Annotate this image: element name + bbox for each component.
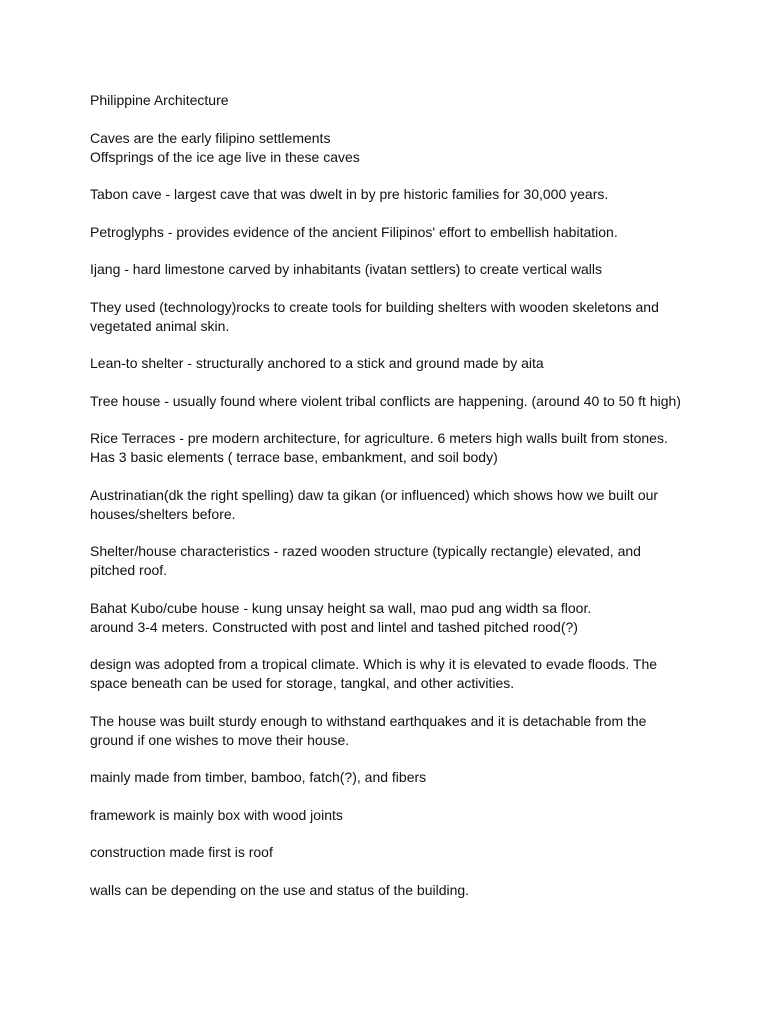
paragraph-line: around 3-4 meters. Constructed with post and lintel and tashed pitched rood(?) — [90, 618, 578, 635]
paragraph-line: Has 3 basic elements ( terrace base, embankment, and soil body) — [90, 449, 498, 465]
paragraph-line: construction made first is roof — [90, 844, 273, 860]
paragraph-spacer — [90, 637, 690, 656]
paragraph — [90, 298, 690, 336]
paragraph-spacer — [90, 825, 690, 844]
paragraph-spacer — [90, 524, 690, 543]
paragraph-line: Bahat Kubo/cube house - kung unsay height sa wall, mao pud ang width sa floor. — [90, 599, 592, 616]
paragraph-line: space beneath can be used for storage, tangkal, and other activities. — [90, 675, 515, 691]
paragraph-spacer — [90, 242, 690, 261]
paragraph — [90, 881, 690, 900]
paragraph-spacer — [90, 167, 690, 186]
paragraph-line: The house was built sturdy enough to withstand earthquakes and it is detachable from the — [90, 712, 647, 729]
paragraph-spacer — [90, 750, 690, 769]
paragraph — [90, 542, 690, 580]
paragraph-line: Offsprings of the ice age live in these caves — [90, 148, 360, 165]
paragraph-line: pitched roof. — [90, 562, 168, 578]
paragraph-spacer — [90, 787, 690, 806]
paragraph-line: Tabon cave - largest cave that was dwelt in by pre historic families for 30,000 years. — [90, 186, 609, 202]
paragraph-line: Austrinatian(dk the right spelling) daw ta gikan (or influenced) which shows how we built our — [90, 486, 659, 503]
paragraph-line: Petroglyphs - provides evidence of the ancient Filipinos' effort to embellish habitation. — [90, 223, 618, 240]
paragraph — [90, 260, 690, 279]
paragraph-spacer — [90, 862, 690, 881]
paragraph-line: Shelter/house characteristics - razed wooden structure (typically rectangle) elevated, and — [90, 543, 641, 559]
paragraph-spacer — [90, 373, 690, 392]
paragraph — [90, 429, 690, 467]
paragraph-line: Ijang - hard limestone carved by inhabitants (ivatan settlers) to create vertical walls — [90, 261, 603, 277]
paragraph — [90, 392, 690, 411]
paragraph — [90, 712, 690, 750]
paragraph-spacer — [90, 279, 690, 298]
paragraph-line: design was adopted from a tropical climate. Which is why it is elevated to evade floods. The — [90, 656, 658, 672]
paragraph-line: ground if one wishes to move their house. — [90, 731, 350, 748]
paragraph-spacer — [90, 411, 690, 430]
document-title: Philippine Architecture — [90, 92, 229, 108]
paragraph-spacer — [90, 467, 690, 486]
paragraph — [90, 768, 690, 787]
paragraph — [90, 223, 690, 242]
paragraph-line: Rice Terraces - pre modern architecture, for agriculture. 6 meters high walls built from stones. — [90, 430, 668, 446]
paragraph-spacer — [90, 580, 690, 599]
paragraph — [90, 185, 690, 204]
paragraph-line: They used (technology)rocks to create tools for building shelters with wooden skeletons and — [90, 298, 659, 315]
paragraph-line: Tree house - usually found where violent tribal conflicts are happening. (around 40 to 50 ft high) — [90, 392, 681, 409]
paragraph-line: houses/shelters before. — [90, 505, 236, 522]
paragraph-line: Lean-to shelter - structurally anchored to a stick and ground made by aita — [90, 355, 544, 371]
paragraph — [90, 599, 690, 637]
paragraph-line: Caves are the early filipino settlements — [90, 129, 331, 146]
paragraph — [90, 486, 690, 524]
paragraph — [90, 655, 690, 693]
paragraph-line: vegetated animal skin. — [90, 317, 230, 334]
paragraph-line: mainly made from timber, bamboo, fatch(?), and fibers — [90, 769, 427, 785]
paragraph — [90, 129, 690, 167]
paragraph-line: framework is mainly box with wood joints — [90, 806, 343, 823]
paragraph-spacer — [90, 336, 690, 355]
paragraph — [90, 354, 690, 373]
paragraph-spacer — [90, 693, 690, 712]
paragraph-spacer — [90, 110, 690, 129]
paragraph — [90, 806, 690, 825]
paragraph — [90, 843, 690, 862]
paragraph-line: walls can be depending on the use and status of the building. — [90, 881, 470, 898]
document-body — [90, 91, 690, 900]
paragraph-spacer — [90, 204, 690, 223]
